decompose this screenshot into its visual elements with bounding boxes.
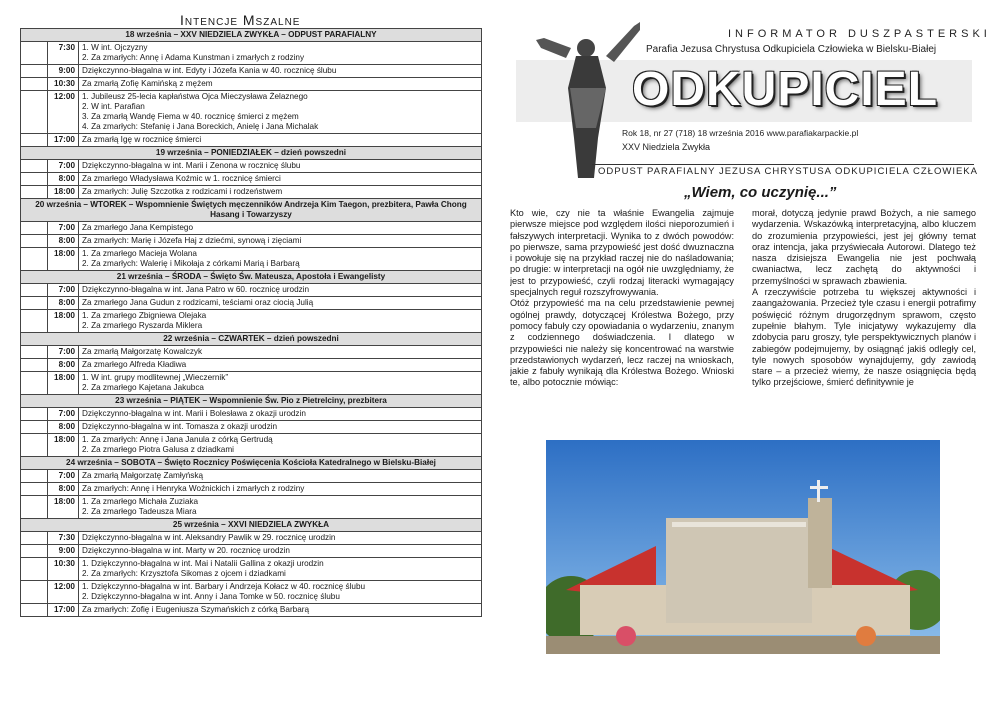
mass-time: 18:00 bbox=[48, 372, 79, 395]
mass-time: 18:00 bbox=[48, 496, 79, 519]
mass-intention bbox=[79, 173, 482, 186]
mass-intention bbox=[79, 604, 482, 617]
table-row bbox=[21, 483, 482, 496]
mass-intention bbox=[79, 248, 482, 271]
mass-intention bbox=[79, 284, 482, 297]
blank-cell bbox=[21, 581, 48, 604]
subtitle: ODPUST PARAFIALNY JEZUSA CHRYSTUSA ODKUPICIELA CZŁOWIEKA bbox=[598, 166, 978, 177]
intention-line: 2. Za zmarłego Piotra Galusa z dziadkami bbox=[82, 445, 234, 454]
blank-cell bbox=[21, 359, 48, 372]
blank-cell bbox=[21, 91, 48, 134]
mass-time: 8:00 bbox=[48, 421, 79, 434]
day-heading: 25 września – XXVI NIEDZIELA ZWYKŁA bbox=[21, 519, 482, 532]
intention-line: Dziękczynno-błagalna w int. Marii i Zenona w rocznicę ślubu bbox=[82, 161, 301, 170]
table-row bbox=[21, 65, 482, 78]
blank-cell bbox=[21, 248, 48, 271]
mass-intention bbox=[79, 235, 482, 248]
blank-cell bbox=[21, 65, 48, 78]
day-heading-row bbox=[21, 147, 482, 160]
blank-cell bbox=[21, 284, 48, 297]
intention-line: Za zmarłą Małgorzatę Zamłyńską bbox=[82, 471, 204, 480]
blank-cell bbox=[21, 186, 48, 199]
mass-intention bbox=[79, 91, 482, 134]
masses-table bbox=[20, 28, 482, 617]
intention-line: 2. Za zmarłych: Annę i Adama Kunstman i zmarłych z rodziny bbox=[82, 53, 305, 62]
intention-line: Za zmarłego Władysława Koźmic w 1. rocznicę śmierci bbox=[82, 174, 281, 183]
mass-intention bbox=[79, 346, 482, 359]
mass-intention bbox=[79, 434, 482, 457]
day-heading-row bbox=[21, 271, 482, 284]
intention-line: Za zmarłych: Marię i Józefa Haj z dziećmi, synową i zięciami bbox=[82, 236, 302, 245]
blank-cell bbox=[21, 297, 48, 310]
mass-intention bbox=[79, 532, 482, 545]
mass-intention bbox=[79, 65, 482, 78]
day-heading-row bbox=[21, 333, 482, 346]
blank-cell bbox=[21, 134, 48, 147]
blank-cell bbox=[21, 42, 48, 65]
table-row bbox=[21, 173, 482, 186]
day-heading: 22 września – CZWARTEK – dzień powszedni bbox=[21, 333, 482, 346]
intention-line: Za zmarłych: Julię Szczotka z rodzicami i rodzeństwem bbox=[82, 187, 283, 196]
table-row bbox=[21, 346, 482, 359]
intention-line: 1. Dziękczynno-błagalna w int. Mai i Natalii Gallina z okazji urodzin bbox=[82, 559, 324, 568]
table-row bbox=[21, 532, 482, 545]
blank-cell bbox=[21, 78, 48, 91]
blank-cell bbox=[21, 558, 48, 581]
article-paragraph: Otóż przypowieść ma na celu przedstawienie pewnej ogólnej prawdy, dotyczącej Królestwa Bożego, przy pomocy fabuły czy opowiadania o wydarzeniu, znanym z codziennego doświadczenia. I dlatego w przypowieści nie należy się koncentrować na warstwie przedstawionych wydarzeń, lecz raczej na wnioskach, jakie z fabuły wynikają dla Królestwa Bożego. Wnioski te, albo potocznie mówiąc: bbox=[510, 298, 734, 388]
parish-name: Parafia Jezusa Chrystusa Odkupiciela Człowieka w Bielsku-Białej bbox=[646, 44, 937, 55]
mass-time: 18:00 bbox=[48, 186, 79, 199]
intention-line: 2. W int. Parafian bbox=[82, 102, 145, 111]
intention-line: 1. Za zmarłego Macieja Wolana bbox=[82, 249, 197, 258]
article-headline: „Wiem, co uczynię...” bbox=[684, 184, 837, 201]
blank-cell bbox=[21, 483, 48, 496]
intention-line: 2. Dziękczynno-błagalna w int. Anny i Jana Tomke w 50. rocznicę ślubu bbox=[82, 592, 340, 601]
mass-time: 8:00 bbox=[48, 359, 79, 372]
intention-line: 1. Za zmarłego Zbigniewa Olejaka bbox=[82, 311, 207, 320]
intention-line: Dziękczynno-błagalna w int. Marii i Bolesława z okazji urodzin bbox=[82, 409, 306, 418]
blank-cell bbox=[21, 160, 48, 173]
divider bbox=[592, 164, 974, 165]
intention-line: Za zmarłych: Zofię i Eugeniusza Szymańskich z córką Barbarą bbox=[82, 605, 310, 614]
right-page bbox=[496, 0, 992, 702]
mass-time: 7:30 bbox=[48, 42, 79, 65]
table-row bbox=[21, 91, 482, 134]
informator-label: INFORMATOR DUSZPASTERSKI bbox=[728, 28, 991, 40]
mass-time: 10:30 bbox=[48, 558, 79, 581]
christ-statue-image bbox=[526, 18, 646, 186]
mass-time: 9:00 bbox=[48, 65, 79, 78]
intention-line: Za zmarłego Jana Kempistego bbox=[82, 223, 194, 232]
mass-time: 8:00 bbox=[48, 483, 79, 496]
masthead-title: ODKUPICIEL bbox=[632, 63, 939, 116]
mass-time: 8:00 bbox=[48, 173, 79, 186]
table-row bbox=[21, 496, 482, 519]
table-row bbox=[21, 78, 482, 91]
table-row bbox=[21, 604, 482, 617]
intention-line: 1. Dziękczynno-błagalna w int. Barbary i Andrzeja Kołacz w 40. rocznicę ślubu bbox=[82, 582, 366, 591]
mass-intention bbox=[79, 42, 482, 65]
mass-intention bbox=[79, 483, 482, 496]
table-row bbox=[21, 297, 482, 310]
mass-time: 7:00 bbox=[48, 346, 79, 359]
mass-intention bbox=[79, 310, 482, 333]
intention-line: 1. Za zmarłych: Annę i Jana Janula z córką Gertrudą bbox=[82, 435, 273, 444]
mass-time: 7:30 bbox=[48, 532, 79, 545]
mass-intention bbox=[79, 545, 482, 558]
mass-intention bbox=[79, 496, 482, 519]
day-heading: 24 września – SOBOTA – Święto Rocznicy Poświęcenia Kościoła Katedralnego w Bielsku-Białej bbox=[21, 457, 482, 470]
mass-time: 8:00 bbox=[48, 297, 79, 310]
blank-cell bbox=[21, 173, 48, 186]
mass-time: 7:00 bbox=[48, 470, 79, 483]
blank-cell bbox=[21, 346, 48, 359]
mass-intention bbox=[79, 408, 482, 421]
intention-line: Za zmarłą Małgorzatę Kowalczyk bbox=[82, 347, 203, 356]
table-row bbox=[21, 372, 482, 395]
intention-line: Za zmarłą Igę w rocznicę śmierci bbox=[82, 135, 202, 144]
table-row bbox=[21, 284, 482, 297]
mass-time: 10:30 bbox=[48, 78, 79, 91]
day-heading: 19 września – PONIEDZIAŁEK – dzień powszedni bbox=[21, 147, 482, 160]
table-row bbox=[21, 160, 482, 173]
intention-line: Za zmarłego Jana Gudun z rodzicami, teściami oraz ciocią Julią bbox=[82, 298, 314, 307]
intention-line: Za zmarłą Zofię Kamińską z mężem bbox=[82, 79, 213, 88]
intention-line: 3. Za zmarłą Wandę Fiema w 40. rocznicę śmierci z mężem bbox=[82, 112, 299, 121]
table-row bbox=[21, 248, 482, 271]
table-row bbox=[21, 310, 482, 333]
table-row bbox=[21, 235, 482, 248]
intention-line: 4. Za zmarłych: Stefanię i Jana Boreckich, Anielę i Jana Michalak bbox=[82, 122, 319, 131]
intention-line: 2. Za zmarłego Tadeusza Miara bbox=[82, 507, 197, 516]
intention-line: Dziękczynno-błagalna w int. Edyty i Józefa Kania w 40. rocznicę ślubu bbox=[82, 66, 337, 75]
blank-cell bbox=[21, 434, 48, 457]
mass-intention bbox=[79, 78, 482, 91]
blank-cell bbox=[21, 532, 48, 545]
article-column-left bbox=[510, 208, 734, 440]
blank-cell bbox=[21, 604, 48, 617]
article-column-right bbox=[752, 208, 976, 440]
table-row bbox=[21, 470, 482, 483]
blank-cell bbox=[21, 372, 48, 395]
mass-time: 8:00 bbox=[48, 235, 79, 248]
mass-time: 7:00 bbox=[48, 160, 79, 173]
intention-line: 2. Za zmarłych: Walerię i Mikołaja z córkami Marią i Barbarą bbox=[82, 259, 300, 268]
blank-cell bbox=[21, 421, 48, 434]
blank-cell bbox=[21, 222, 48, 235]
table-row bbox=[21, 42, 482, 65]
day-heading: 21 września – ŚRODA – Święto Św. Mateusza, Apostoła i Ewangelisty bbox=[21, 271, 482, 284]
mass-time: 7:00 bbox=[48, 222, 79, 235]
mass-intention bbox=[79, 160, 482, 173]
intention-line: Dziękczynno-błagalna w int. Jana Patro w 60. rocznicę urodzin bbox=[82, 285, 310, 294]
table-row bbox=[21, 359, 482, 372]
mass-time: 12:00 bbox=[48, 581, 79, 604]
mass-time: 7:00 bbox=[48, 408, 79, 421]
article-paragraph: morał, dotyczą jedynie prawd Bożych, a nie samego wydarzenia. Wskazówką interpretacyjną, albo kluczem do zrozumienia przypowieści, jest jej główny temat oraz intencja, jaka przyświecała Autorowi. Dlatego też nasza dzisiejsza Ewangelia nie jest pochwałą cwaniactwa, lecz zachętą do aktywności i przemyślności w sprawach zbawienia. bbox=[752, 208, 976, 286]
intention-line: 2. Za zmarłego Ryszarda Miklera bbox=[82, 321, 203, 330]
mass-time: 12:00 bbox=[48, 91, 79, 134]
mass-time: 7:00 bbox=[48, 284, 79, 297]
mass-time: 17:00 bbox=[48, 604, 79, 617]
mass-intention bbox=[79, 581, 482, 604]
day-heading-row bbox=[21, 457, 482, 470]
intention-line: Dziękczynno-błagalna w int. Tomasza z okazji urodzin bbox=[82, 422, 278, 431]
day-heading: 18 września – XXV NIEDZIELA ZWYKŁA – ODPUST PARAFIALNY bbox=[21, 29, 482, 42]
article-paragraph: Kto wie, czy nie ta właśnie Ewangelia zajmuje pierwsze miejsce pod względem ilości nieporozumień i fałszywych interpretacji. Wynika to z dwóch powodów: po pierwsze, sama przypowieść jest dość dwuznaczna i powołuje się na przykład raczej nie do naśladowania; po drugie: w interpretacji na ogół nie uwzględniamy, że jest to przypowieść, czyli rodzaj literacki wymagający specjalnych reguł rozszyfrowywania. bbox=[510, 208, 734, 298]
church-photo bbox=[546, 440, 940, 654]
table-row bbox=[21, 186, 482, 199]
issue-line: Rok 18, nr 27 (718) 18 września 2016 www.parafiakarpackie.pl bbox=[622, 128, 859, 138]
day-heading-row bbox=[21, 29, 482, 42]
mass-intention bbox=[79, 558, 482, 581]
article-paragraph: A rzeczywiście potrzeba tu większej aktywności i zaangażowania. Przecież tyle czasu i energii potrafimy poświęcić różnym drugorzędnym sprawom, często zupełnie błahym. Tyle inicjatywy wykazujemy dla zdobycia paru groszy, tyle perspektywicznych planów i zabiegów podejmujemy, by osiągnąć jakiś odległy cel, tyle nowych sposobów wynajdujemy, gdy zawiodą stare – a przecież wiemy, że nasze osiągnięcia będą tylko przejściowe, śmierć definitywnie je bbox=[752, 287, 976, 388]
intention-line: 1. W int. Ojczyzny bbox=[82, 43, 148, 52]
intention-line: 2. Za zmarłego Kajetana Jakubca bbox=[82, 383, 204, 392]
mass-intention bbox=[79, 222, 482, 235]
mass-time: 18:00 bbox=[48, 310, 79, 333]
table-row bbox=[21, 581, 482, 604]
table-row bbox=[21, 421, 482, 434]
intention-line: 1. Za zmarłego Michała Zuziaka bbox=[82, 497, 199, 506]
table-row bbox=[21, 408, 482, 421]
mass-intention bbox=[79, 297, 482, 310]
mass-intention bbox=[79, 134, 482, 147]
table-row bbox=[21, 434, 482, 457]
intention-line: Za zmarłych: Annę i Henryka Woźnickich i zmarłych z rodziny bbox=[82, 484, 305, 493]
mass-time: 17:00 bbox=[48, 134, 79, 147]
mass-intention bbox=[79, 470, 482, 483]
table-row bbox=[21, 545, 482, 558]
table-row bbox=[21, 222, 482, 235]
mass-intention bbox=[79, 372, 482, 395]
mass-intention bbox=[79, 186, 482, 199]
mass-intention bbox=[79, 359, 482, 372]
intention-line: Za zmarłego Alfreda Kładiwa bbox=[82, 360, 187, 369]
blank-cell bbox=[21, 235, 48, 248]
table-row bbox=[21, 558, 482, 581]
mass-time: 18:00 bbox=[48, 248, 79, 271]
blank-cell bbox=[21, 408, 48, 421]
mass-time: 18:00 bbox=[48, 434, 79, 457]
mass-intention bbox=[79, 421, 482, 434]
masses-table-body bbox=[21, 29, 482, 617]
masses-title: Intencje Mszalne bbox=[180, 12, 301, 28]
day-heading-row bbox=[21, 199, 482, 222]
sunday-name: XXV Niedziela Zwykła bbox=[622, 142, 711, 152]
blank-cell bbox=[21, 470, 48, 483]
day-heading: 20 września – WTOREK – Wspomnienie Świętych męczenników Andrzeja Kim Taegon, prezbitera, Pawła Chong Hasang i Towarzyszy bbox=[21, 199, 482, 222]
blank-cell bbox=[21, 310, 48, 333]
day-heading-row bbox=[21, 395, 482, 408]
day-heading-row bbox=[21, 519, 482, 532]
blank-cell bbox=[21, 496, 48, 519]
intention-line: Dziękczynno-błagalna w int. Marty w 20. rocznicę urodzin bbox=[82, 546, 290, 555]
intention-line: 2. Za zmarłych: Krzysztofa Sikomas z ojcem i dziadkami bbox=[82, 569, 286, 578]
mass-time: 9:00 bbox=[48, 545, 79, 558]
intention-line: 1. W int. grupy modlitewnej „Wieczernik” bbox=[82, 373, 229, 382]
day-heading: 23 września – PIĄTEK – Wspomnienie Św. Pio z Pietrelciny, prezbitera bbox=[21, 395, 482, 408]
intention-line: Dziękczynno-błagalna w int. Aleksandry Pawlik w 29. rocznicę urodzin bbox=[82, 533, 336, 542]
blank-cell bbox=[21, 545, 48, 558]
table-row bbox=[21, 134, 482, 147]
intention-line: 1. Jubileusz 25-lecia kapłaństwa Ojca Mieczysława Żelaznego bbox=[82, 92, 308, 101]
